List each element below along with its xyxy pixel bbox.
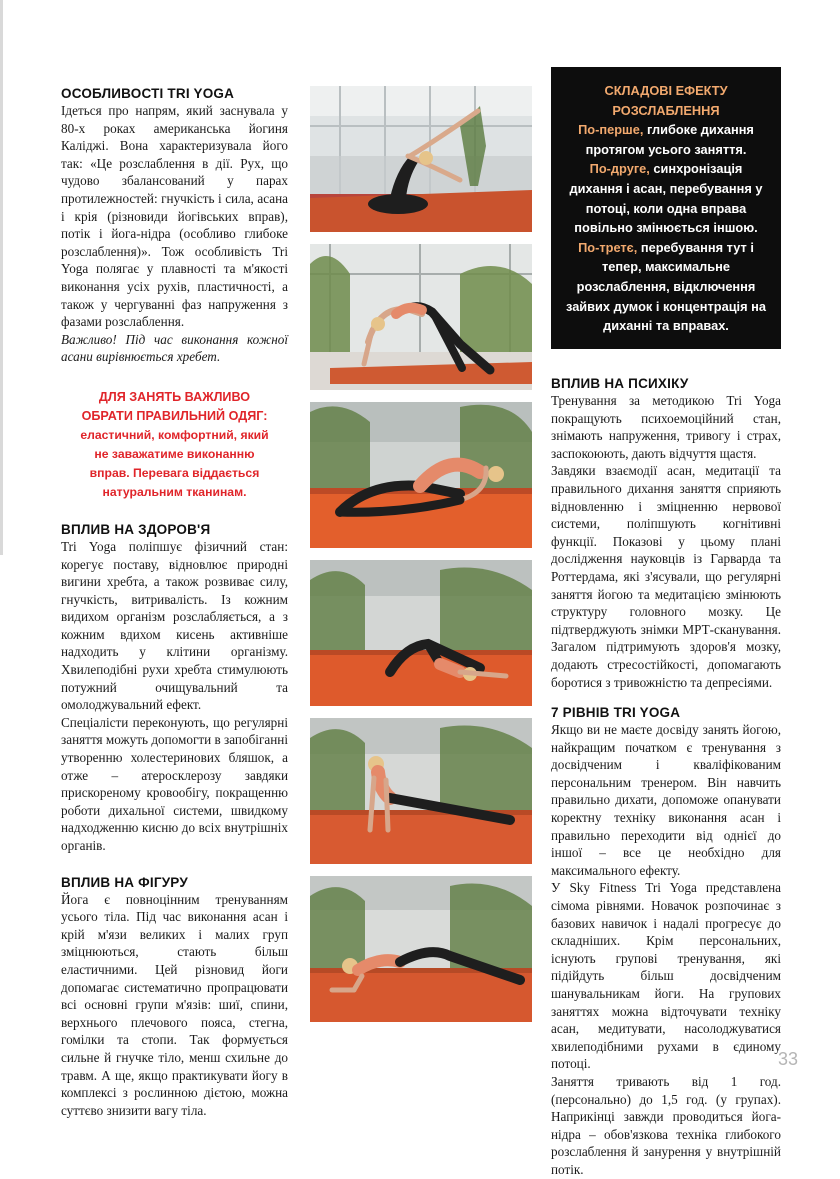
psyche-heading: ВПЛИВ НА ПСИХІКУ	[551, 376, 689, 391]
right-column	[551, 376, 781, 1179]
health-paragraph-1: Tri Yoga поліпшує фізичний стан: корегує поставу, відновлює природні вигини хребта, а також розвиває силу, гнучкість, витривалість. Із кожним видихом організм розслабляється, а з кожним вдихом кисень активніше надходить у клітини організму. Хвилеподібні рухи хребта стимулюють потужний очищувальний та омолоджувальний ефект.	[61, 538, 288, 713]
relax-box-second-label: По-друге,	[589, 161, 650, 177]
relax-box-third-text: перебування тут і тепер, максимальне розслаблення, відключення зайвих думок і концентрація на диханні та вправах.	[566, 239, 766, 334]
psyche-paragraph-1: Тренування за методикою Tri Yoga покращують психоемоційний стан, знімають напруження, тривогу і страх, заспокоюють, дають відчуття щастя.	[551, 393, 781, 461]
tri-yoga-features-text: Ідеться про напрям, який заснувала у 80-х роках американська йогиня Каліджі. Вона характеризувала його так: «Це розслаблення в дії. Рух, що чудово збалансований у парах протилежностей: гнучкість і сила, асана і крія (різновиди йогівських вправ), потік і йога-нідра (особливо глибоке розслаблення)». Тож особливість Tri Yoga полягає у плавності та м'якості виконання усіх рухів, пластичності, а також у чергуванні фаз напруження з фазами розслаблення.	[61, 103, 288, 330]
yoga-photo-plough-pose	[310, 560, 532, 706]
page-number: 33	[777, 1049, 798, 1069]
health-heading: ВПЛИВ НА ЗДОРОВ'Я	[61, 521, 211, 537]
levels-paragraph-2: У Sky Fitness Tri Yoga представлена сімома рівнями. Новачок розпочинає з базових навичок і надалі прогресує до складніших. Крім персональних, існують групові тренування, які підійдуть більш досвідченим шанувальникам йоги. На групових заняттях можна відточувати техніку асан, медитувати, насолоджуватися хвилеподібними рухами в єдиному потоці.	[551, 880, 781, 1072]
levels-paragraph-1: Якщо ви не маєте досвіду занять йогою, найкращим початком є тренування з досвідченим і кваліфікованим персональним тренером. Він навчить правильно дихати, допоможе опанувати коректну техніку виконання асан і правильно переходити від однієї до іншої – все це необхідно для максимального ефекту.	[551, 722, 781, 878]
figure-text: Йога є повноцінним тренуванням усього тіла. Під час виконання асан і крій м'язи великих і малих груп зміцнюються, стають більш еластичними. Цей різновид йоги допомагає систематично пропрацювати всі основні групи м'язів: шиї, спини, верхнього плечового пояса, стегна, гомілки та стопи. Так формується сильне й гнучке тіло, менш схильне до травм. А ще, якщо практикувати йогу в комплексі з рослинною дієтою, можна суттєво знизити вагу тіла.	[61, 891, 288, 1118]
page-edge-shadow	[0, 0, 3, 555]
relax-box-first-text: глибоке дихання протягом усього заняття.	[585, 122, 754, 157]
relax-box-title-line1: СКЛАДОВІ ЕФЕКТУ	[604, 83, 728, 98]
levels-paragraph-3: Заняття тривають від 1 год. (персонально) до 1,5 год. (у групах). Наприкінці завжди проводиться йога-нідра – обов'язкова техніка глибокого розслаблення й занурення у внутрішній потік.	[551, 1073, 781, 1177]
yoga-photo-camel-backbend	[310, 402, 532, 548]
left-column	[61, 86, 288, 1119]
clothing-callout-line1: ДЛЯ ЗАНЯТЬ ВАЖЛИВО	[98, 389, 251, 404]
psyche-paragraph-2: Завдяки взаємодії асан, медитації та правильного дихання заняття сприяють відновленню і зміцненню нервової системи, поліпшують когнітивні функції. Показові у цьому плані дослідження науковців із Гарварда та Роттердама, які з'ясували, що регулярні заняття йогою та медитацією змінюють структуру головного мозку. Це підтверджують знімки МРТ-сканування. Загалом підтримують здоров'я мозку, додають стресостійкості, допомагають боротися з тривожністю та депресіями.	[551, 463, 781, 690]
relax-box-third-label: По-третє,	[578, 239, 638, 255]
relaxation-effect-box	[551, 67, 781, 349]
yoga-photo-wild-thing	[310, 244, 532, 390]
yoga-photo-plank-pose	[310, 718, 532, 864]
figure-heading: ВПЛИВ НА ФІГУРУ	[61, 874, 188, 890]
yoga-photo-side-stretch	[310, 86, 532, 232]
relax-box-first-label: По-перше,	[578, 122, 644, 138]
levels-heading: 7 РІВНІВ TRI YOGA	[551, 705, 681, 721]
tri-yoga-features-heading: ОСОБЛИВОСТІ TRI YOGA	[61, 86, 235, 101]
tri-yoga-features-note: Важливо! Під час виконання кожної асани вирівнюється хребет.	[61, 331, 288, 365]
health-paragraph-2: Спеціалісти переконують, що регулярні заняття можуть допомогти в запобіганні утворенню холестеринових бляшок, а отже – атеросклерозу завдяки прискореному кровообігу, покращенню роботи дихальної системи, швидкому надходженню кисню до всіх внутрішніх органів.	[61, 714, 288, 853]
clothing-callout	[67, 388, 282, 502]
relax-box-title-line2: РОЗСЛАБЛЕННЯ	[612, 102, 720, 118]
relax-box-first	[563, 120, 769, 159]
photo-column	[310, 86, 532, 1034]
relax-box-third	[563, 238, 769, 336]
relax-box-second	[563, 159, 769, 237]
relax-box-second-text: синхронізація дихання і асан, перебування у потоці, коли одна вправа повільно змінюється іншою.	[569, 161, 763, 236]
clothing-callout-rest: еластичний, комфортний, який не заважатиме виконанню вправ. Перевага віддається натуральним тканинам.	[80, 427, 269, 499]
yoga-photo-dolphin-pose	[310, 876, 532, 1022]
clothing-callout-line2: ОБРАТИ ПРАВИЛЬНИЙ ОДЯГ:	[81, 408, 268, 423]
